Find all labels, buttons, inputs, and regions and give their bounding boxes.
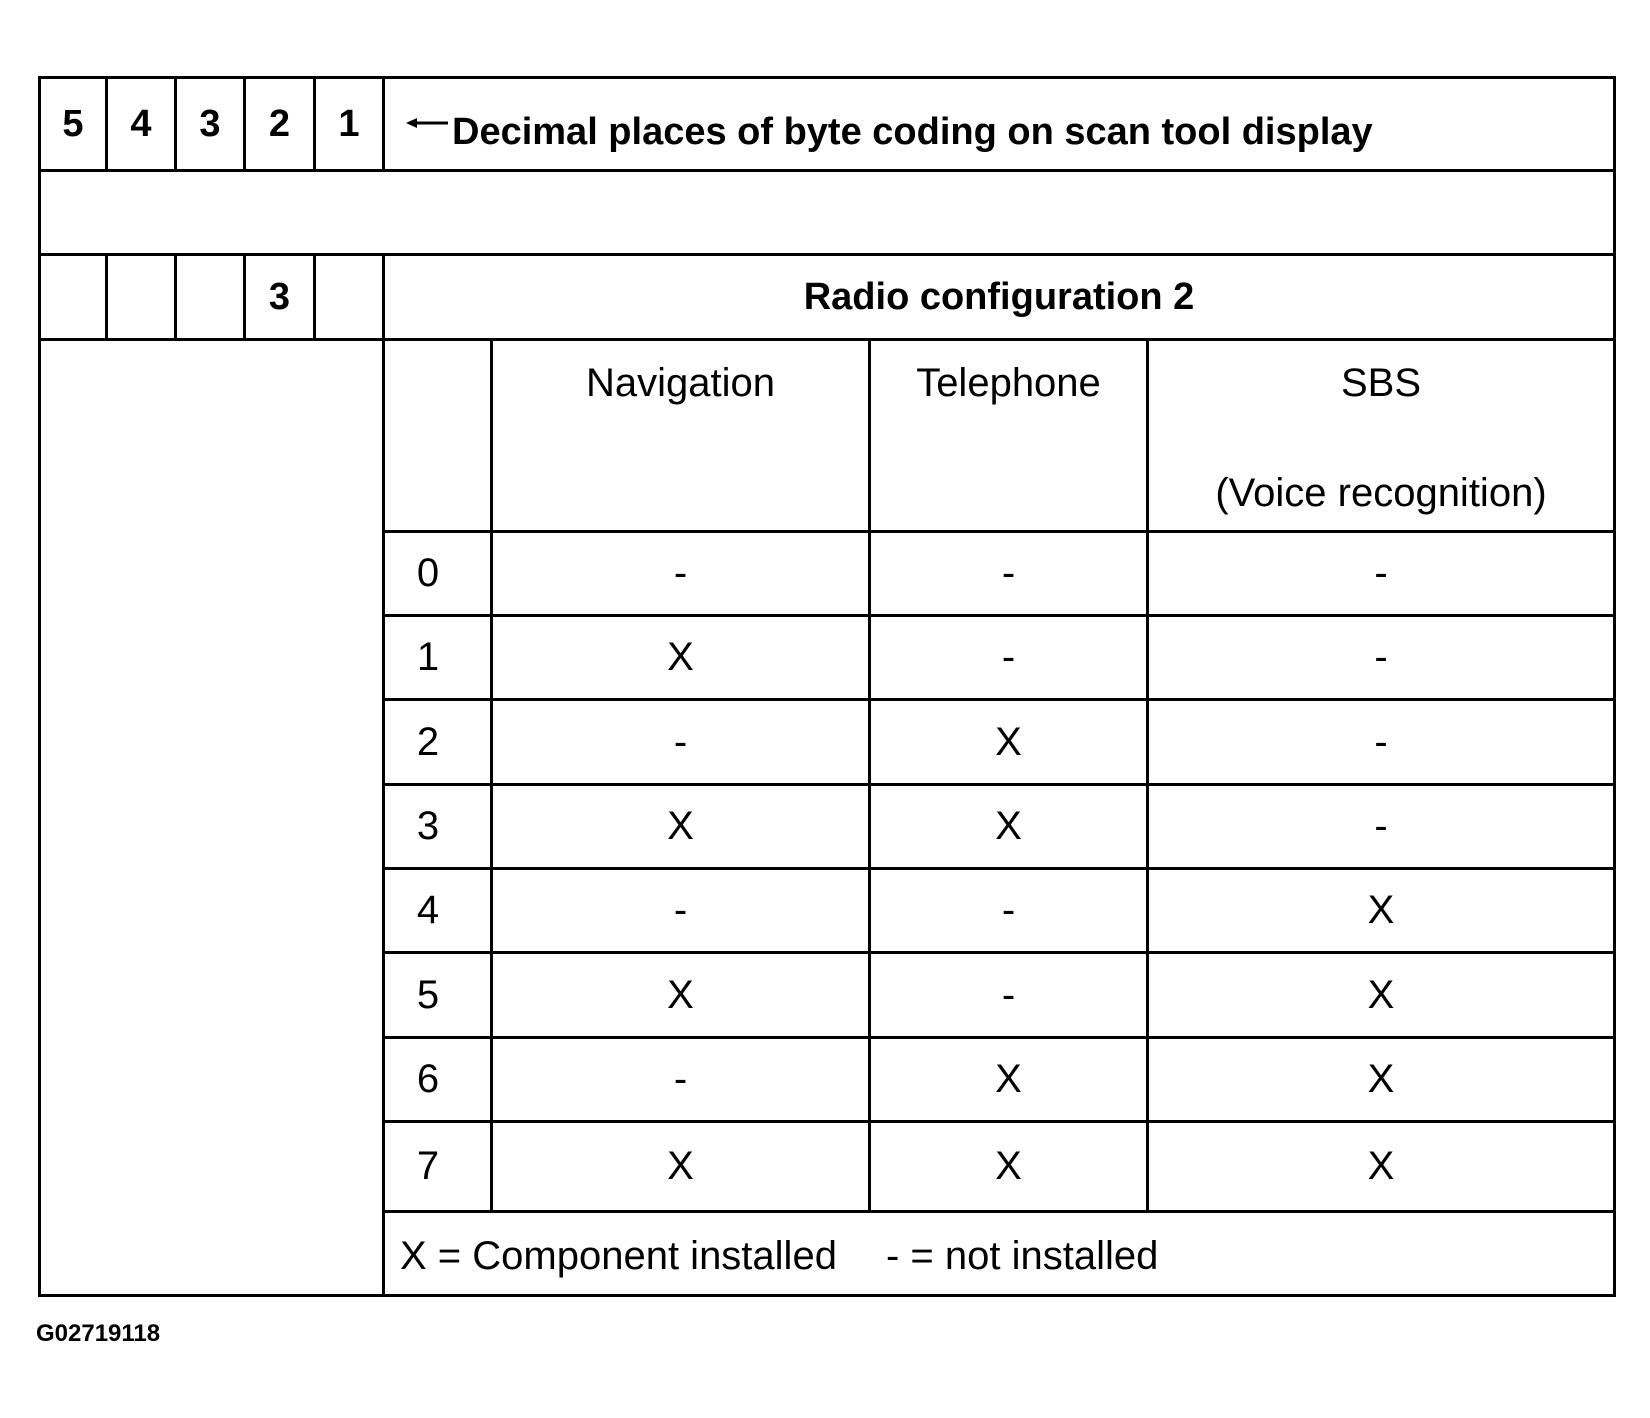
- header-digit-3: 3: [199, 102, 221, 145]
- header-digit-4: 4: [130, 102, 152, 145]
- sbs-value: X: [1367, 888, 1395, 932]
- section-title: Radio configuration 2: [803, 275, 1195, 318]
- row-code: 6: [416, 1057, 440, 1101]
- telephone-value: -: [1001, 635, 1016, 679]
- rule-section-title-bottom: [38, 338, 1616, 341]
- sbs-value: -: [1374, 719, 1388, 764]
- row-code: 7: [416, 1144, 440, 1188]
- left-arrow-icon: [404, 112, 450, 136]
- navigation-value: -: [673, 888, 688, 932]
- row-code: 2: [416, 719, 440, 764]
- column-header-voice-recognition: (Voice recognition): [1215, 470, 1547, 515]
- sbs-value: X: [1367, 1144, 1395, 1188]
- navigation-value: X: [667, 804, 694, 848]
- digit-divider-5: [382, 76, 385, 172]
- byte-divider-2: [174, 253, 177, 341]
- sbs-value: -: [1374, 551, 1388, 595]
- byte-divider-4: [313, 253, 316, 341]
- table-row-7-bottom: [382, 1210, 1616, 1213]
- navigation-value: X: [667, 972, 694, 1017]
- navigation-value: X: [667, 1144, 694, 1188]
- navigation-value: -: [673, 551, 688, 595]
- legend-not-installed: - = not installed: [886, 1233, 1159, 1278]
- telephone-value: X: [995, 1144, 1022, 1188]
- header-digit-1: 1: [338, 102, 360, 145]
- row-code: 1: [416, 635, 440, 679]
- figure-id: G02719118: [36, 1320, 161, 1347]
- sbs-value: X: [1367, 1057, 1395, 1101]
- column-header-sbs: SBS: [1340, 360, 1422, 405]
- sbs-value: -: [1374, 635, 1388, 679]
- row-code: 0: [416, 551, 440, 595]
- legend-installed: X = Component installed: [400, 1233, 837, 1278]
- header-digit-2: 2: [268, 102, 291, 145]
- byte-position-value: 3: [268, 275, 291, 318]
- telephone-value: X: [995, 719, 1022, 764]
- navigation-value: -: [673, 719, 688, 764]
- telephone-value: X: [995, 804, 1022, 848]
- telephone-value: X: [995, 1057, 1022, 1101]
- sbs-value: X: [1367, 972, 1395, 1017]
- telephone-value: -: [1001, 972, 1016, 1017]
- row-code: 3: [416, 804, 440, 848]
- column-header-telephone: Telephone: [916, 360, 1101, 405]
- navigation-value: X: [667, 635, 694, 679]
- telephone-value: -: [1001, 888, 1016, 932]
- header-title: Decimal places of byte coding on scan tool display: [452, 110, 1373, 153]
- telephone-value: -: [1001, 551, 1016, 595]
- row-code: 5: [416, 972, 440, 1017]
- navigation-value: -: [673, 1057, 688, 1101]
- header-digit-5: 5: [62, 102, 84, 145]
- byte-divider-1: [105, 253, 108, 341]
- row-code: 4: [416, 888, 440, 932]
- sbs-value: -: [1374, 804, 1388, 848]
- column-header-navigation: Navigation: [585, 360, 775, 405]
- rule-header-bottom: [38, 169, 1616, 172]
